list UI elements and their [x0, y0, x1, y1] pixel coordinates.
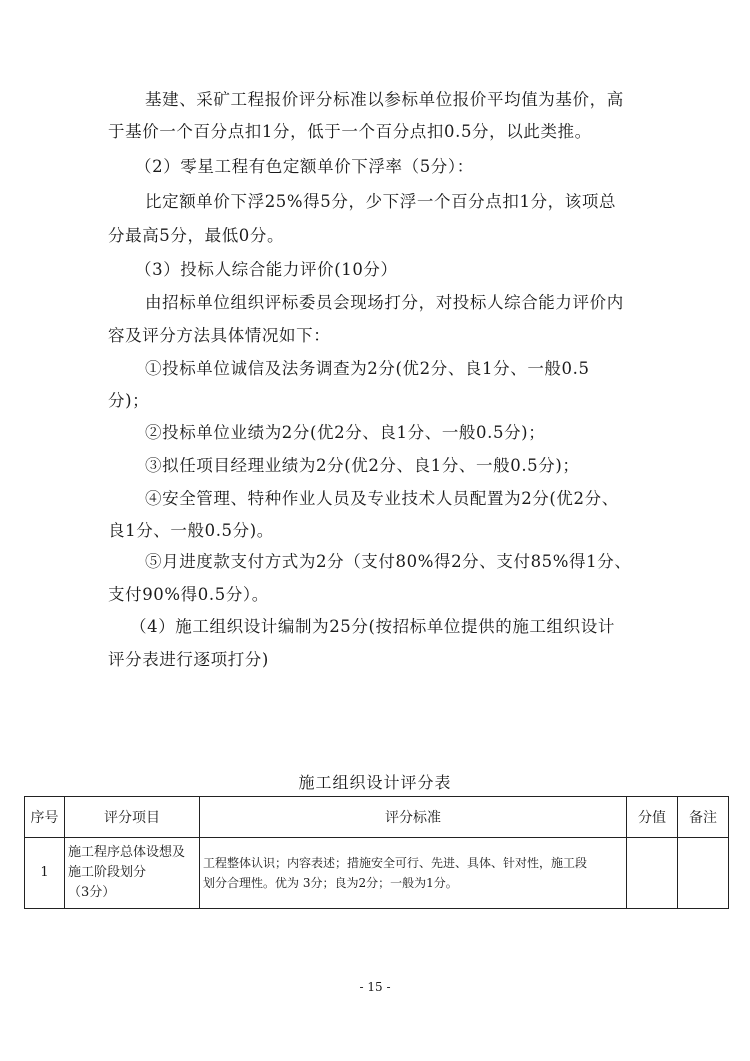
paragraph-line: ⑤月进度款支付方式为2分（支付80%得2分、支付85%得1分、: [145, 552, 632, 571]
header-score: 分值: [627, 797, 678, 838]
table-row: [25, 838, 729, 909]
row-note: [678, 838, 729, 909]
paragraph-line: 比定额单价下浮25%得5分，少下浮一个百分点扣1分，该项总: [145, 192, 617, 211]
paragraph-line: （3）投标人综合能力评价(10分）: [135, 260, 398, 279]
paragraph-line: ①投标单位诚信及法务调查为2分(优2分、良1分、一般0.5: [145, 359, 590, 378]
scoring-table: [24, 796, 729, 909]
paragraph-line: 分最高5分，最低0分。: [108, 226, 285, 245]
header-note: 备注: [678, 797, 729, 838]
header-item: 评分项目: [65, 797, 200, 838]
paragraph-line: 由招标单位组织评标委员会现场打分，对投标人综合能力评价内: [145, 293, 624, 312]
paragraph-line: ④安全管理、特种作业人员及专业技术人员配置为2分(优2分、: [145, 489, 619, 508]
row-item: [65, 838, 200, 909]
paragraph-line: （4）施工组织设计编制为25分(按招标单位提供的施工组织设计: [130, 617, 615, 636]
paragraph-line: 于基价一个百分点扣1分，低于一个百分点扣0.5分，以此类推。: [108, 122, 592, 141]
paragraph-line: ②投标单位业绩为2分(优2分、良1分、一般0.5分)；: [145, 423, 546, 442]
row-standard: [200, 838, 627, 909]
paragraph-line: 支付90%得0.5分）。: [108, 585, 269, 604]
table-header-row: [25, 797, 729, 838]
row-item-line: 施工程序总体设想及: [68, 845, 186, 860]
header-standard: 评分标准: [200, 797, 627, 838]
paragraph-line: ③拟任项目经理业绩为2分(优2分、良1分、一般0.5分)；: [145, 456, 580, 475]
paragraph-line: 基建、采矿工程报价评分标准以参标单位报价平均值为基价，高: [145, 90, 624, 109]
row-standard-line: 划分合理性。优为 3分；良为2分；一般为1分。: [203, 876, 458, 890]
paragraph-line: 容及评分方法具体情况如下：: [108, 326, 331, 345]
paragraph-line: （2）零星工程有色定额单价下浮率（5分）：: [135, 157, 474, 176]
row-item-line: 施工阶段划分: [68, 865, 147, 880]
page-number: - 15 -: [359, 980, 391, 994]
row-score: [627, 838, 678, 909]
row-standard-line: 工程整体认识；内容表述；措施安全可行、先进、具体、针对性，施工段: [203, 856, 588, 870]
paragraph-line: 良1分、一般0.5分)。: [108, 521, 274, 540]
paragraph-line: 分)；: [108, 391, 150, 410]
row-item-line: （3分）: [68, 885, 116, 900]
row-no: 1: [25, 838, 65, 909]
paragraph-line: 评分表进行逐项打分): [108, 650, 269, 669]
table-title: 施工组织设计评分表: [298, 773, 452, 792]
header-no: 序号: [25, 797, 65, 838]
